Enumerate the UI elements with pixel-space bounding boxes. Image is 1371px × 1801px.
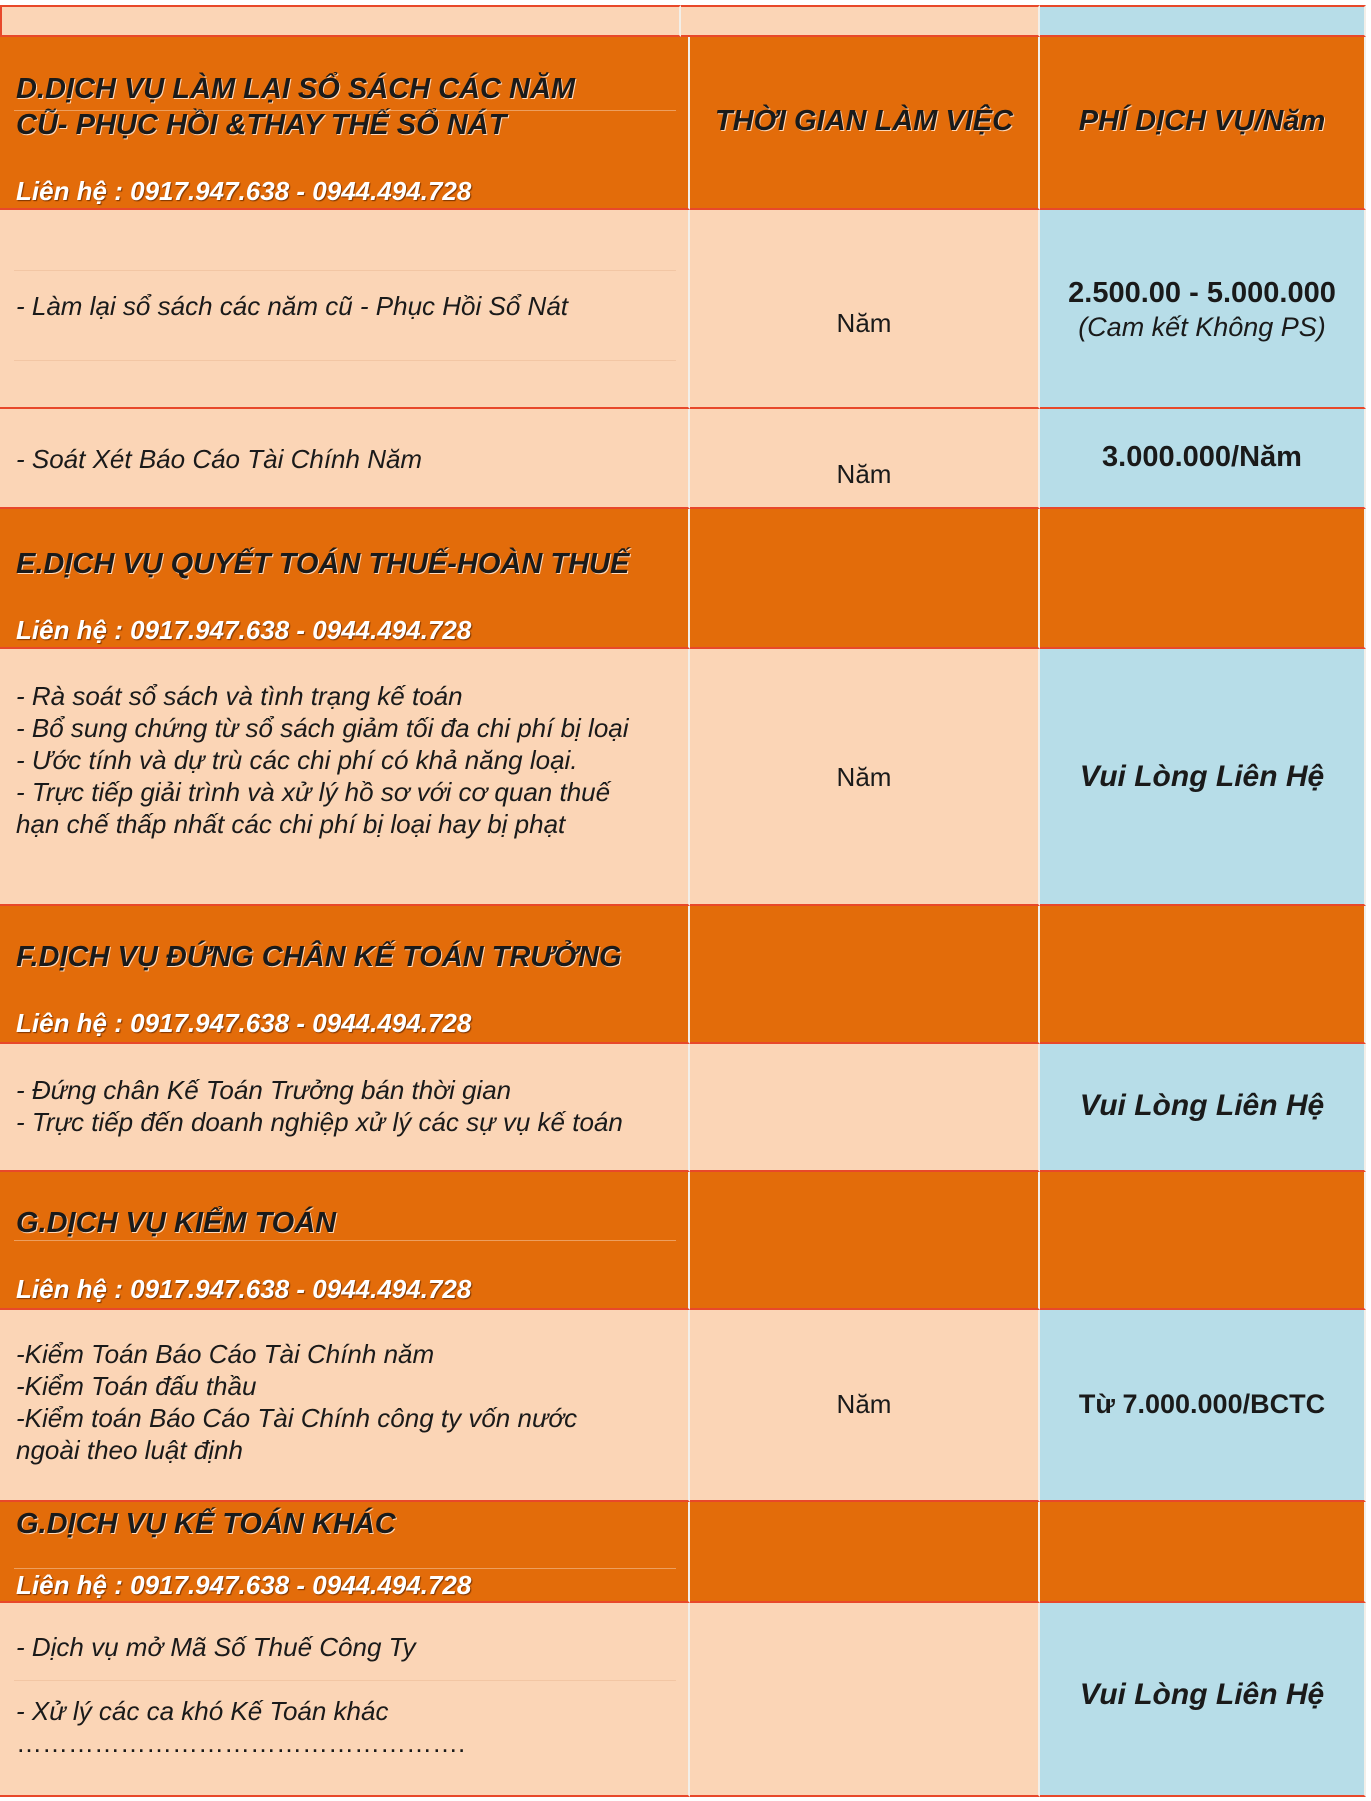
d-row1-time-cell: [690, 210, 1040, 409]
g1-row1-desc-cell: [0, 1310, 690, 1502]
f-row1-time-cell: [690, 1044, 1040, 1172]
section-g2-header: [0, 1502, 690, 1603]
header-rule: [14, 1568, 676, 1569]
section-g2-header-col3: [1040, 1502, 1366, 1603]
e-row1-desc-cell: [0, 649, 690, 906]
e-row1-desc-line: - Trực tiếp giải trình và xử lý hồ sơ với cơ quan thuế: [16, 777, 611, 807]
top-strip-col2: [681, 5, 1040, 37]
section-g2-header-col2: [690, 1502, 1040, 1603]
e-row1-time: Năm: [836, 762, 892, 792]
e-row1-desc-line: hạn chế thấp nhất các chi phí bị loại hay bị phạt: [16, 809, 566, 839]
body-rule: [14, 1680, 676, 1681]
section-d-title-line1: D.DỊCH VỤ LÀM LẠI SỔ SÁCH CÁC NĂM: [16, 73, 576, 105]
g1-row1-fee-cell: [1040, 1310, 1366, 1502]
g2-row1-desc-cell: [0, 1603, 690, 1797]
g1-row1-time-cell: [690, 1310, 1040, 1502]
e-row1-fee: Vui Lòng Liên Hệ: [1079, 760, 1325, 793]
g1-row1-desc-line: -Kiểm toán Báo Cáo Tài Chính công ty vốn nước: [16, 1403, 578, 1433]
g1-row1-desc-line: -Kiểm Toán đấu thầu: [16, 1371, 257, 1401]
d-row1-time: Năm: [836, 308, 892, 338]
section-e-header-col2: [690, 509, 1040, 649]
d-row2-time-cell: [690, 409, 1040, 509]
f-row1-fee-cell: [1040, 1044, 1366, 1172]
section-g1-contact: Liên hệ : 0917.947.638 - 0944.494.728: [16, 1274, 472, 1304]
d-row1-fee-note: (Cam kết Không PS): [1078, 312, 1326, 342]
d-row1-fee: 2.500.00 - 5.000.000: [1068, 277, 1336, 309]
section-f-header-col2: [690, 906, 1040, 1044]
column-header-time: THỜI GIAN LÀM VIỆC: [714, 105, 1014, 137]
d-row1-desc: [16, 290, 674, 322]
d-row1-desc-cell: [0, 210, 690, 409]
section-e-header-col3: [1040, 509, 1366, 649]
e-row1-desc-line: - Bổ sung chứng từ sổ sách giảm tối đa chi phí bị loại: [16, 713, 629, 743]
d-row2-fee-cell: [1040, 409, 1366, 509]
g2-row1-time-cell: [690, 1603, 1040, 1797]
section-g1-header-col3: [1040, 1172, 1366, 1310]
g1-row1-time: Năm: [836, 1389, 892, 1419]
f-row1-desc-line: - Trực tiếp đến doanh nghiệp xử lý các sự vụ kế toán: [16, 1107, 623, 1137]
section-g2-contact: Liên hệ : 0917.947.638 - 0944.494.728: [16, 1570, 472, 1600]
d-row2-time: Năm: [836, 459, 892, 489]
section-g1-header: [0, 1172, 690, 1310]
f-row1-fee: Vui Lòng Liên Hệ: [1079, 1089, 1325, 1122]
g2-row1-desc-line: - Dịch vụ mở Mã Số Thuế Công Ty: [16, 1632, 416, 1662]
g1-row1-desc-line: ngoài theo luật định: [16, 1435, 243, 1465]
g1-row1-desc-line: -Kiểm Toán Báo Cáo Tài Chính năm: [16, 1339, 435, 1369]
section-e-header: [0, 509, 690, 649]
g2-row1-desc-line: - Xử lý các ca khó Kế Toán khác: [16, 1696, 389, 1726]
section-e-title: E.DỊCH VỤ QUYẾT TOÁN THUẾ-HOÀN THUẾ: [16, 548, 630, 580]
f-row1-desc: [16, 1074, 674, 1138]
d-row2-desc-cell: [0, 409, 690, 509]
section-f-contact: Liên hệ : 0917.947.638 - 0944.494.728: [16, 1008, 472, 1038]
e-row1-desc-line: - Rà soát sổ sách và tình trạng kế toán: [16, 681, 463, 711]
column-header-fee-cell: [1040, 37, 1366, 210]
f-row1-desc-line: - Đứng chân Kế Toán Trưởng bán thời gian: [16, 1075, 512, 1105]
body-rule: [14, 270, 676, 271]
column-header-fee: PHÍ DỊCH VỤ/Năm: [1078, 105, 1326, 137]
section-g1-title: G.DỊCH VỤ KIỂM TOÁN: [16, 1207, 337, 1239]
f-row1-desc-cell: [0, 1044, 690, 1172]
top-strip-col3: [1040, 5, 1366, 37]
g2-row1-fee-cell: [1040, 1603, 1366, 1797]
section-g1-header-col2: [690, 1172, 1040, 1310]
section-g2-title: G.DỊCH VỤ KẾ TOÁN KHÁC: [16, 1508, 396, 1540]
e-row1-time-cell: [690, 649, 1040, 906]
g2-row1-desc-line: …………………………………………….: [16, 1728, 466, 1758]
e-row1-fee-cell: [1040, 649, 1366, 906]
e-row1-desc-line: - Ước tính và dự trù các chi phí có khả năng loại.: [16, 745, 578, 775]
section-f-title: F.DỊCH VỤ ĐỨNG CHÂN KẾ TOÁN TRƯỞNG: [16, 941, 622, 973]
section-d-header: [0, 37, 690, 210]
top-strip-col1: [0, 5, 681, 37]
g2-row1-desc: [16, 1631, 674, 1759]
section-d-title-line2: CŨ- PHỤC HỒI &THAY THẾ SỔ NÁT: [16, 109, 507, 141]
section-f-header: [0, 906, 690, 1044]
column-header-time-cell: [690, 37, 1040, 210]
d-row2-desc: [16, 443, 674, 475]
g2-row1-fee: Vui Lòng Liên Hệ: [1079, 1678, 1325, 1711]
g1-row1-desc: [16, 1338, 674, 1466]
d-row1-desc-line: - Làm lại sổ sách các năm cũ - Phục Hồi Sổ Nát: [16, 291, 569, 321]
section-d-contact: Liên hệ : 0917.947.638 - 0944.494.728: [16, 176, 472, 206]
header-rule: [14, 1240, 676, 1241]
header-rule: [14, 110, 676, 111]
d-row2-fee: 3.000.000/Năm: [1102, 441, 1302, 473]
g1-row1-fee: Từ 7.000.000/BCTC: [1078, 1389, 1326, 1419]
section-f-header-col3: [1040, 906, 1366, 1044]
d-row1-fee-cell: [1040, 210, 1366, 409]
e-row1-desc: [16, 680, 674, 840]
d-row2-desc-line: - Soát Xét Báo Cáo Tài Chính Năm: [16, 444, 423, 474]
body-rule: [14, 360, 676, 361]
section-e-contact: Liên hệ : 0917.947.638 - 0944.494.728: [16, 615, 472, 645]
